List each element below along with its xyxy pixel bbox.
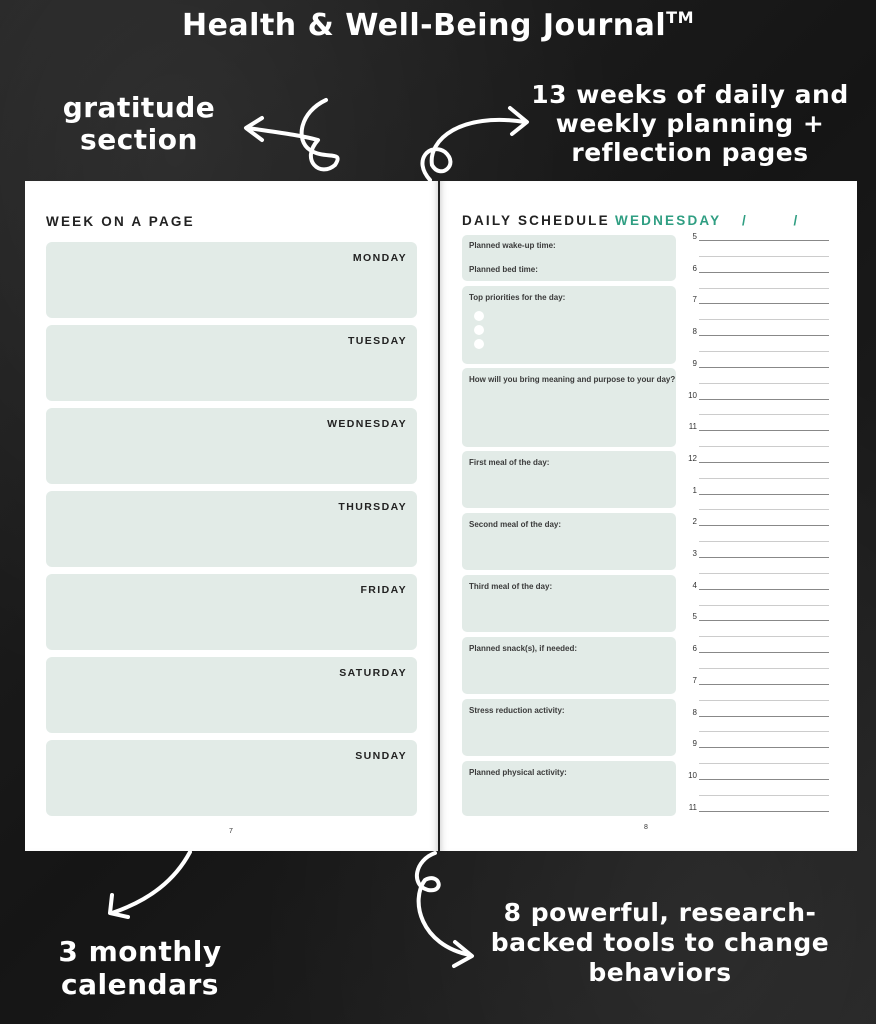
hour-writing-line[interactable] — [699, 494, 829, 495]
hour-label: 6 — [692, 644, 697, 654]
date-slots[interactable]: / / — [742, 213, 820, 228]
hour-label: 8 — [692, 327, 697, 337]
snacks-label: Planned snack(s), if needed: — [469, 644, 578, 653]
hour-writing-line[interactable] — [699, 652, 829, 653]
arrow-calendars-icon — [112, 852, 190, 913]
hour-label: 4 — [692, 580, 697, 590]
priorities-label: Top priorities for the day: — [469, 293, 566, 302]
page-number: 8 — [644, 824, 648, 831]
third-meal-label: Third meal of the day: — [469, 582, 553, 591]
hour-label: 11 — [688, 422, 697, 432]
hour-writing-line[interactable] — [699, 779, 829, 780]
hour-label: 6 — [692, 263, 697, 273]
half-hour-line[interactable] — [699, 700, 829, 701]
half-hour-line[interactable] — [699, 541, 829, 542]
day-box-sunday[interactable] — [46, 740, 417, 816]
first-meal-label: First meal of the day: — [469, 458, 550, 467]
hour-writing-line[interactable] — [699, 367, 829, 368]
hour-writing-line[interactable] — [699, 272, 829, 273]
page-number: 7 — [229, 828, 233, 835]
half-hour-line[interactable] — [699, 731, 829, 732]
journal-title-text: Health & Well-Being Journal — [181, 8, 667, 43]
half-hour-line[interactable] — [699, 383, 829, 384]
stress-box[interactable] — [462, 699, 676, 756]
priorities-box[interactable] — [462, 286, 676, 364]
hour-writing-line[interactable] — [699, 430, 829, 431]
arrow-gratitude-icon — [248, 100, 338, 169]
stress-label: Stress reduction activity: — [469, 706, 565, 715]
second-meal-label: Second meal of the day: — [469, 520, 562, 529]
hour-label: 1 — [692, 485, 697, 495]
daily-schedule-page — [440, 181, 857, 851]
hour-writing-line[interactable] — [699, 716, 829, 717]
meaning-label: How will you bring meaning and purpose to your day? — [469, 375, 676, 384]
annotation-tools: 8 powerful, research-backed tools to change behaviors — [490, 898, 830, 987]
hour-label: 2 — [692, 517, 697, 527]
annotation-weeks: 13 weeks of daily and weekly planning + reflection pages — [531, 80, 849, 167]
hour-label: 11 — [688, 802, 697, 812]
half-hour-line[interactable] — [699, 478, 829, 479]
hour-writing-line[interactable] — [699, 620, 829, 621]
hour-writing-line[interactable] — [699, 589, 829, 590]
day-box-thursday[interactable] — [46, 491, 417, 567]
day-box-saturday[interactable] — [46, 657, 417, 733]
hour-label: 9 — [692, 739, 697, 749]
half-hour-line[interactable] — [699, 414, 829, 415]
first-meal-box[interactable] — [462, 451, 676, 508]
physical-box[interactable] — [462, 761, 676, 816]
day-box-wednesday[interactable] — [46, 408, 417, 484]
bullet-icon — [474, 311, 484, 321]
hour-writing-line[interactable] — [699, 525, 829, 526]
third-meal-box[interactable] — [462, 575, 676, 632]
day-label: SATURDAY — [339, 667, 407, 679]
hour-label: 5 — [692, 612, 697, 622]
week-heading: WEEK ON A PAGE — [46, 214, 195, 229]
day-box-friday[interactable] — [46, 574, 417, 650]
day-box-monday[interactable] — [46, 242, 417, 318]
hour-writing-line[interactable] — [699, 303, 829, 304]
half-hour-line[interactable] — [699, 636, 829, 637]
annotation-calendars: 3 monthly calendars — [58, 935, 222, 1001]
hour-writing-line[interactable] — [699, 557, 829, 558]
hour-label: 8 — [692, 707, 697, 717]
day-label: WEDNESDAY — [327, 418, 407, 430]
snacks-box[interactable] — [462, 637, 676, 694]
hour-writing-line[interactable] — [699, 811, 829, 812]
schedule-day: WEDNESDAY — [615, 213, 722, 228]
hour-label: 10 — [688, 390, 697, 400]
bed-label: Planned bed time: — [469, 265, 538, 274]
hour-label: 9 — [692, 358, 697, 368]
day-box-tuesday[interactable] — [46, 325, 417, 401]
day-label: THURSDAY — [338, 501, 407, 513]
physical-label: Planned physical activity: — [469, 768, 567, 777]
hour-writing-line[interactable] — [699, 335, 829, 336]
hour-writing-line[interactable] — [699, 747, 829, 748]
bullet-icon — [474, 325, 484, 335]
annotation-gratitude: gratitude section — [62, 91, 216, 156]
half-hour-line[interactable] — [699, 288, 829, 289]
hour-writing-line[interactable] — [699, 399, 829, 400]
half-hour-line[interactable] — [699, 446, 829, 447]
bullet-icon — [474, 339, 484, 349]
wake-label: Planned wake-up time: — [469, 241, 556, 250]
hour-label: 3 — [692, 549, 697, 558]
half-hour-line[interactable] — [699, 509, 829, 510]
half-hour-line[interactable] — [699, 605, 829, 606]
hour-label: 12 — [688, 453, 697, 463]
arrow-weeks-icon — [422, 120, 525, 180]
hour-label: 5 — [692, 232, 697, 241]
hour-label: 10 — [688, 770, 697, 780]
day-label: FRIDAY — [360, 584, 407, 596]
day-label: TUESDAY — [347, 335, 407, 347]
wake-bed-box[interactable] — [462, 235, 676, 281]
half-hour-line[interactable] — [699, 668, 829, 669]
half-hour-line[interactable] — [699, 795, 829, 796]
schedule-heading: DAILY SCHEDULE — [462, 213, 610, 228]
half-hour-line[interactable] — [699, 351, 829, 352]
hour-label: 7 — [692, 675, 697, 685]
half-hour-line[interactable] — [699, 319, 829, 320]
day-label: MONDAY — [352, 252, 407, 264]
hour-label: 7 — [692, 295, 697, 305]
meaning-box[interactable] — [462, 368, 676, 447]
week-on-a-page — [25, 181, 438, 851]
half-hour-line[interactable] — [699, 763, 829, 764]
hour-writing-line[interactable] — [699, 240, 829, 241]
half-hour-line[interactable] — [699, 256, 829, 257]
hour-writing-line[interactable] — [699, 462, 829, 463]
day-label: SUNDAY — [355, 750, 407, 762]
half-hour-line[interactable] — [699, 573, 829, 574]
second-meal-box[interactable] — [462, 513, 676, 570]
arrow-tools-icon — [417, 853, 470, 955]
hour-writing-line[interactable] — [699, 684, 829, 685]
trademark-mark: TM — [666, 8, 695, 27]
